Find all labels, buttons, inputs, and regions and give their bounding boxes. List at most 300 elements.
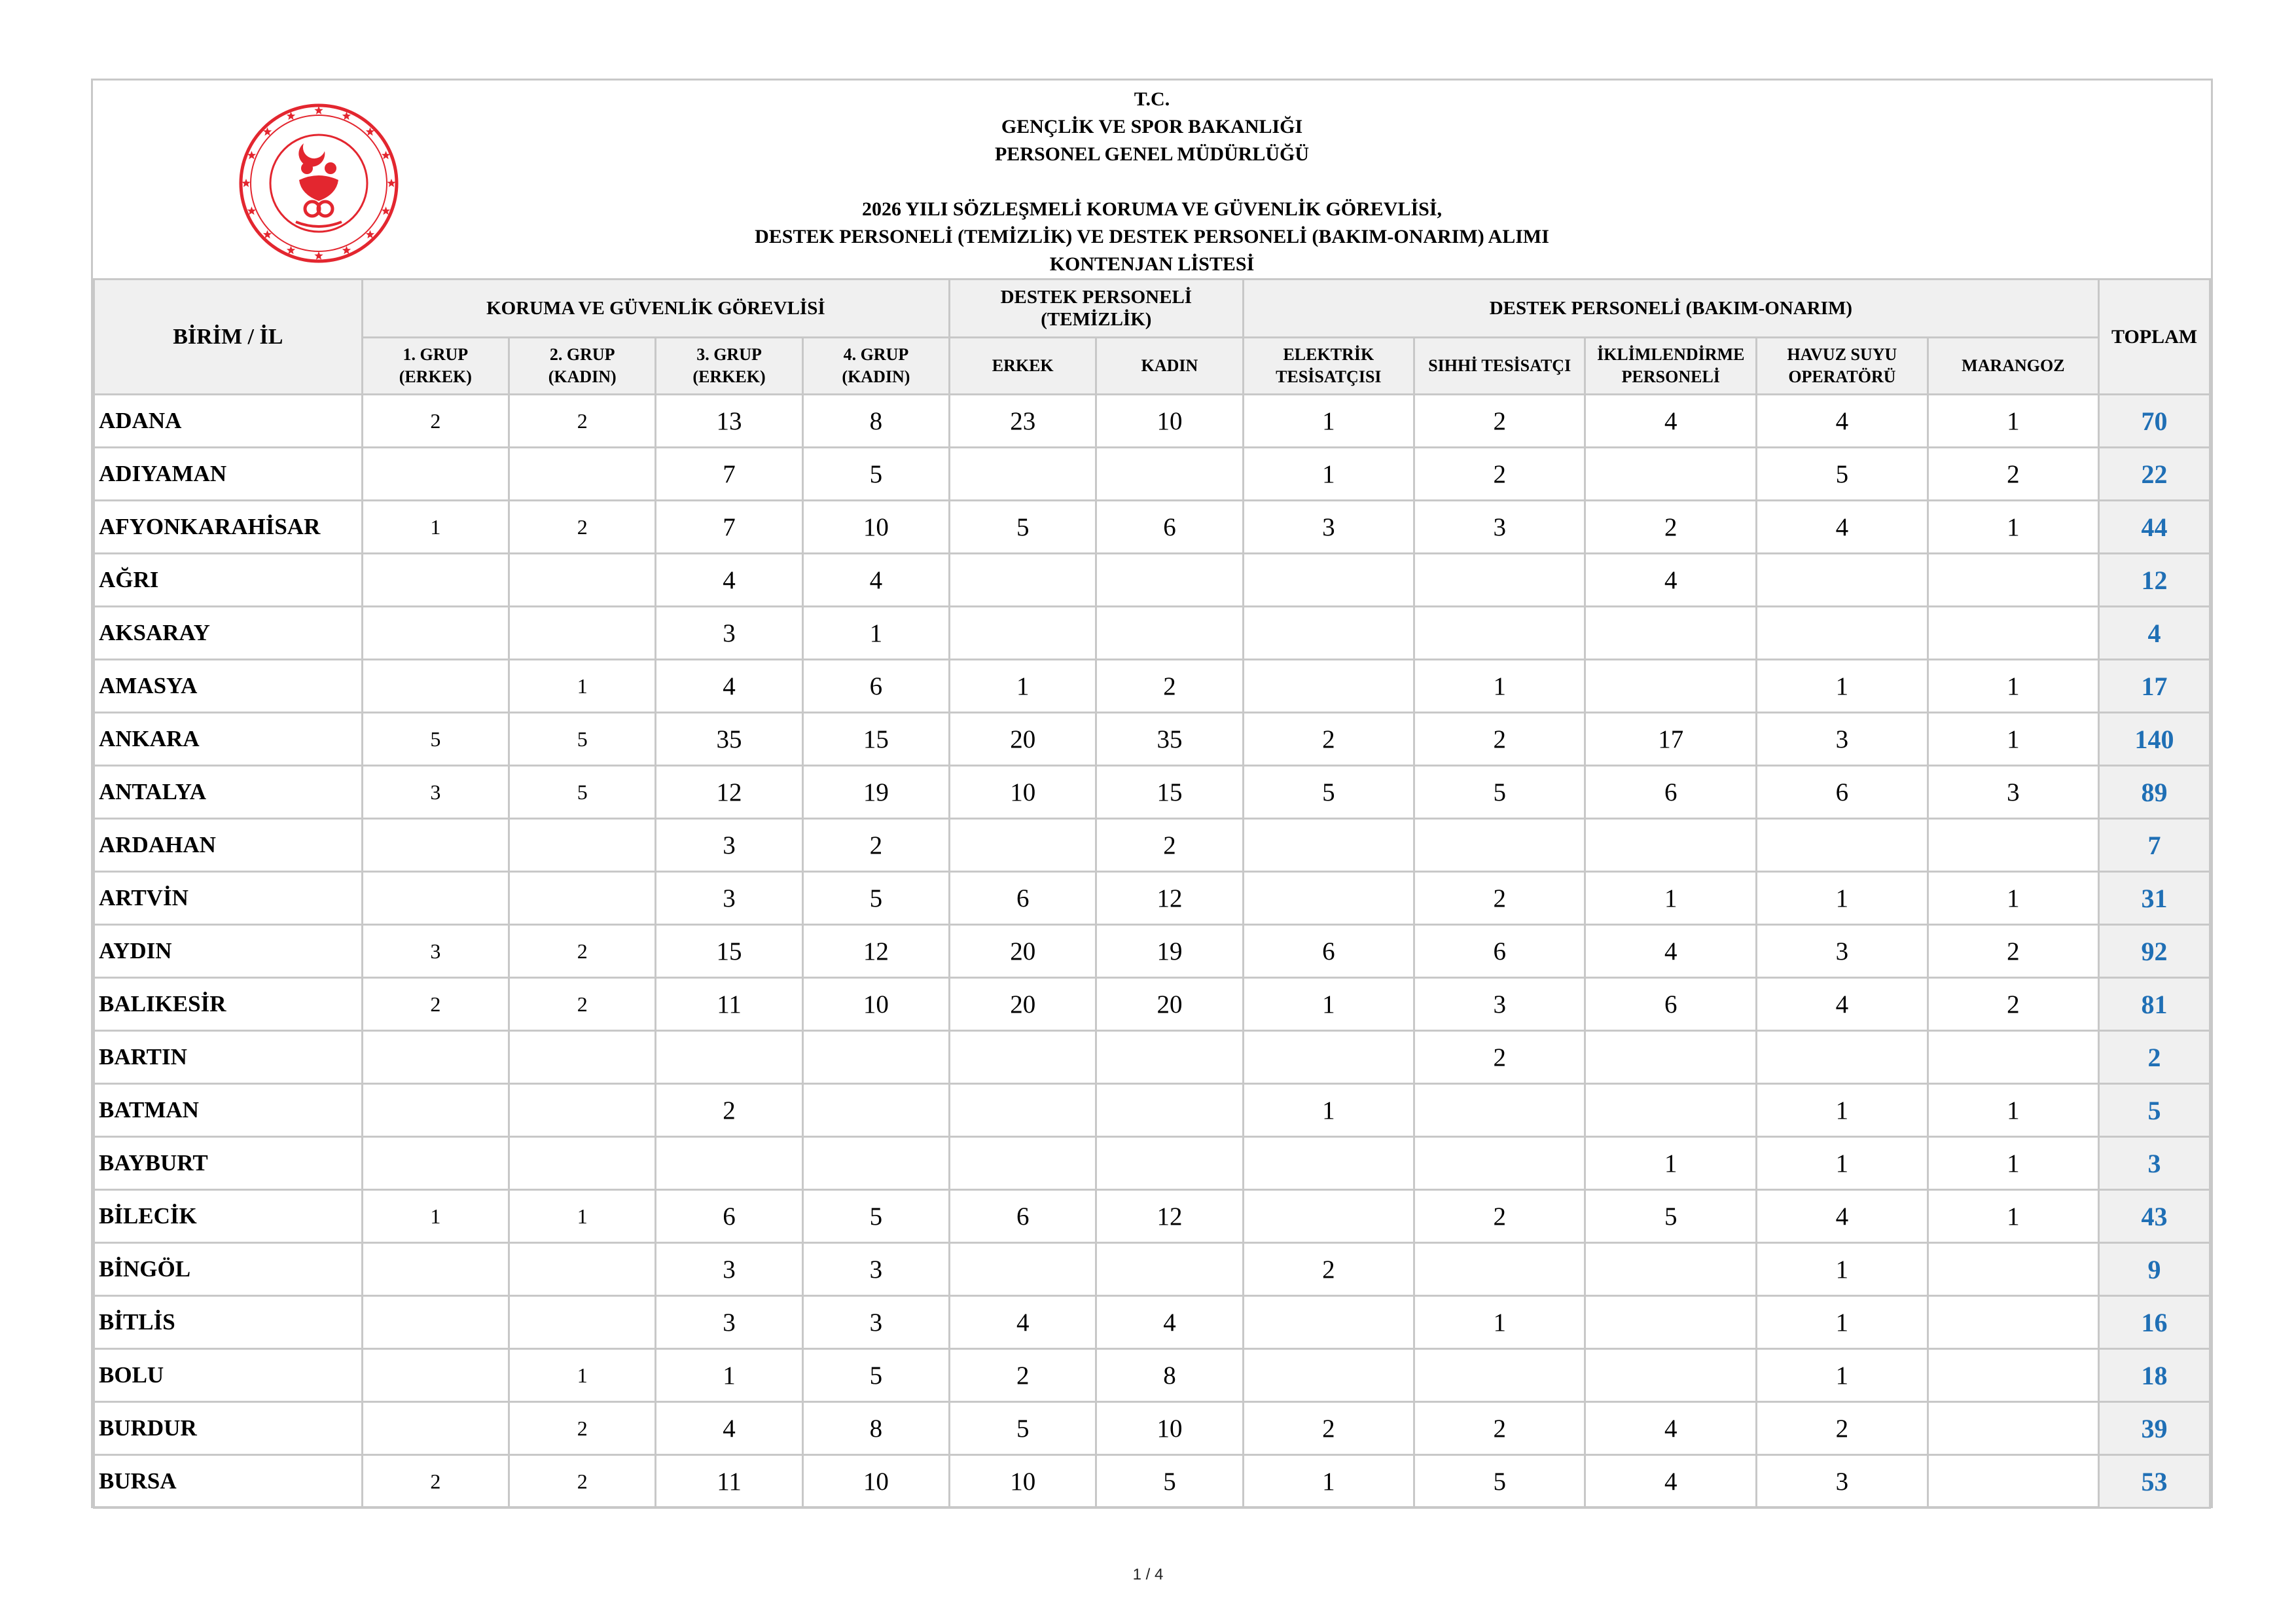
quota-cell: 2 [1928,448,2098,501]
province-name: AKSARAY [94,607,363,660]
column-header-sub-line: 4. GRUP [843,345,909,364]
quota-cell: 5 [950,501,1096,554]
quota-cell [802,1084,949,1137]
quota-cell: 5 [1243,766,1414,819]
total-cell: 4 [2099,607,2210,660]
quota-cell: 5 [1414,766,1585,819]
column-header-sub-line: (KADIN) [842,367,910,386]
quota-cell [950,1243,1096,1296]
column-header-sub-line: İKLİMLENDİRME [1597,345,1745,364]
quota-cell: 4 [1757,978,1928,1031]
quota-cell: 5 [362,713,509,766]
column-header-sub-line: (ERKEK) [399,367,472,386]
quota-cell [1585,1296,1757,1349]
table-row [94,1190,2210,1243]
quota-cell: 1 [656,1349,802,1402]
quota-cell: 2 [1414,395,1585,448]
quota-cell [1928,554,2098,607]
quota-table [93,278,2211,1509]
quota-cell [362,1243,509,1296]
quota-cell [1928,1243,2098,1296]
quota-cell: 1 [802,607,949,660]
quota-cell: 2 [362,1455,509,1508]
quota-cell [656,1031,802,1084]
quota-cell: 4 [1585,1455,1757,1508]
group-header-temizlik [950,280,1244,338]
sub-header-row [94,338,2210,395]
total-cell: 3 [2099,1137,2210,1190]
province-name: BATMAN [94,1084,363,1137]
table-row [94,1031,2210,1084]
quota-cell: 2 [1243,713,1414,766]
quota-cell: 1 [1757,1243,1928,1296]
quota-cell: 1 [1928,395,2098,448]
quota-cell: 1 [1585,872,1757,925]
header-line-title-1: 2026 YILI SÖZLEŞMELİ KORUMA VE GÜVENLİK GÖREVLİSİ, [861,198,1443,220]
quota-cell [362,1349,509,1402]
total-cell: 18 [2099,1349,2210,1402]
total-cell: 140 [2099,713,2210,766]
quota-cell [950,448,1096,501]
total-cell: 2 [2099,1031,2210,1084]
group-header-temizlik-line1: DESTEK PERSONELİ [1000,287,1193,308]
quota-cell: 7 [656,501,802,554]
quota-cell: 3 [656,607,802,660]
quota-cell: 2 [362,978,509,1031]
quota-cell [1928,1349,2098,1402]
quota-cell: 19 [802,766,949,819]
quota-cell: 2 [1243,1402,1414,1455]
quota-cell: 1 [1757,1137,1928,1190]
quota-cell: 1 [1243,1455,1414,1508]
quota-cell: 4 [950,1296,1096,1349]
total-cell: 31 [2099,872,2210,925]
quota-cell [362,1031,509,1084]
quota-cell: 13 [656,395,802,448]
column-header-sub-line: 1. GRUP [403,345,469,364]
quota-cell [1585,819,1757,872]
quota-cell [1096,1137,1243,1190]
quota-cell: 11 [656,978,802,1031]
quota-cell [1243,1296,1414,1349]
total-cell: 22 [2099,448,2210,501]
quota-cell: 2 [509,1455,656,1508]
quota-cell: 8 [802,395,949,448]
quota-cell: 2 [1096,819,1243,872]
quota-cell: 1 [362,501,509,554]
quota-cell: 3 [802,1296,949,1349]
quota-cell: 6 [1757,766,1928,819]
quota-cell: 5 [1757,448,1928,501]
quota-cell [656,1137,802,1190]
quota-cell: 2 [1414,872,1585,925]
quota-cell [362,660,509,713]
total-cell: 16 [2099,1296,2210,1349]
province-name: AMASYA [94,660,363,713]
quota-cell: 20 [1096,978,1243,1031]
column-header-sub-line: KADIN [1141,356,1198,375]
quota-cell: 6 [1585,766,1757,819]
quota-cell: 2 [1414,448,1585,501]
quota-cell: 1 [1243,448,1414,501]
quota-cell: 1 [1757,1349,1928,1402]
quota-cell: 1 [1928,872,2098,925]
table-row [94,978,2210,1031]
quota-cell: 15 [656,925,802,978]
quota-cell [509,1137,656,1190]
quota-cell: 3 [1414,978,1585,1031]
quota-cell: 3 [1928,766,2098,819]
quota-cell: 5 [950,1402,1096,1455]
quota-cell: 10 [802,978,949,1031]
province-name: AYDIN [94,925,363,978]
quota-cell: 5 [1585,1190,1757,1243]
total-cell: 43 [2099,1190,2210,1243]
quota-cell: 4 [1096,1296,1243,1349]
province-name: BALIKESİR [94,978,363,1031]
column-header-sub-line: HAVUZ SUYU [1787,345,1897,364]
table-row [94,819,2210,872]
quota-cell: 2 [950,1349,1096,1402]
table-row [94,554,2210,607]
document-header [93,81,2211,278]
province-name: ARTVİN [94,872,363,925]
total-cell: 17 [2099,660,2210,713]
quota-cell [1928,1031,2098,1084]
quota-cell: 3 [1414,501,1585,554]
province-name: BİLECİK [94,1190,363,1243]
quota-cell: 3 [1243,501,1414,554]
header-line-tc: T.C. [1134,88,1170,110]
quota-cell: 20 [950,925,1096,978]
quota-cell: 12 [802,925,949,978]
quota-cell: 5 [802,1349,949,1402]
quota-cell: 2 [1414,1190,1585,1243]
quota-cell: 2 [1928,978,2098,1031]
quota-cell [802,1031,949,1084]
quota-cell [1585,1349,1757,1402]
quota-cell: 6 [1585,978,1757,1031]
province-name: BURSA [94,1455,363,1508]
quota-cell [1414,819,1585,872]
column-header-sub-line: PERSONELİ [1621,367,1720,386]
quota-cell: 6 [950,1190,1096,1243]
quota-cell: 2 [509,978,656,1031]
quota-cell: 1 [509,1190,656,1243]
column-header-sub [656,338,802,395]
total-cell: 70 [2099,395,2210,448]
quota-cell [509,607,656,660]
quota-cell: 4 [802,554,949,607]
quota-cell [950,1031,1096,1084]
quota-cell [950,607,1096,660]
quota-cell: 23 [950,395,1096,448]
total-cell: 81 [2099,978,2210,1031]
quota-cell [509,1243,656,1296]
quota-cell [362,1137,509,1190]
province-name: BURDUR [94,1402,363,1455]
quota-cell [509,1084,656,1137]
quota-cell: 10 [950,1455,1096,1508]
quota-cell: 1 [950,660,1096,713]
group-header-koruma: KORUMA VE GÜVENLİK GÖREVLİSİ [362,280,949,338]
quota-cell [1243,872,1414,925]
column-header-sub [802,338,949,395]
quota-cell [509,1031,656,1084]
quota-cell: 12 [1096,872,1243,925]
quota-cell: 4 [656,660,802,713]
quota-cell: 15 [802,713,949,766]
quota-cell [1585,1084,1757,1137]
table-row [94,713,2210,766]
quota-cell: 4 [1757,501,1928,554]
province-name: BARTIN [94,1031,363,1084]
province-name: BAYBURT [94,1137,363,1190]
quota-cell: 6 [1414,925,1585,978]
quota-cell [1243,607,1414,660]
province-name: BİNGÖL [94,1243,363,1296]
quota-cell: 4 [1585,925,1757,978]
quota-cell [362,607,509,660]
quota-cell [362,1084,509,1137]
quota-cell: 6 [656,1190,802,1243]
quota-cell [1243,660,1414,713]
quota-cell: 12 [656,766,802,819]
quota-cell [509,872,656,925]
table-row [94,766,2210,819]
quota-cell: 2 [509,501,656,554]
column-header-sub-line: OPERATÖRÜ [1788,367,1896,386]
table-row [94,1455,2210,1508]
column-header-sub [1757,338,1928,395]
quota-cell: 11 [656,1455,802,1508]
quota-cell [1757,607,1928,660]
quota-cell: 1 [1757,1084,1928,1137]
quota-cell: 4 [1585,1402,1757,1455]
quota-cell: 5 [509,766,656,819]
quota-cell [1928,1455,2098,1508]
quota-cell: 2 [509,1402,656,1455]
column-header-birim: BİRİM / İL [94,280,363,395]
quota-cell [1096,448,1243,501]
column-header-sub [950,338,1096,395]
table-row [94,448,2210,501]
quota-cell [1757,819,1928,872]
quota-cell: 5 [802,448,949,501]
quota-cell [1243,1031,1414,1084]
quota-cell: 12 [1096,1190,1243,1243]
province-name: BİTLİS [94,1296,363,1349]
document-sheet [91,79,2213,1508]
quota-cell: 20 [950,713,1096,766]
quota-cell: 1 [1243,1084,1414,1137]
quota-cell: 1 [1414,660,1585,713]
quota-cell [1585,1243,1757,1296]
quota-cell [802,1137,949,1190]
quota-cell [1096,1243,1243,1296]
header-line-title-3: KONTENJAN LİSTESİ [1049,253,1255,275]
column-header-sub [362,338,509,395]
quota-cell: 1 [1757,872,1928,925]
quota-cell [509,448,656,501]
table-row [94,1084,2210,1137]
column-header-sub-line: 2. GRUP [549,345,615,364]
quota-cell [1585,660,1757,713]
quota-cell: 5 [1414,1455,1585,1508]
quota-cell [1243,819,1414,872]
total-cell: 53 [2099,1455,2210,1508]
column-header-sub-line: ELEKTRİK [1283,345,1374,364]
quota-cell: 2 [1757,1402,1928,1455]
quota-cell [1243,1349,1414,1402]
quota-cell: 3 [656,872,802,925]
quota-cell [362,1402,509,1455]
quota-cell [1243,1137,1414,1190]
column-header-sub-line: 3. GRUP [696,345,762,364]
header-line-title-2: DESTEK PERSONELİ (TEMİZLİK) VE DESTEK PERSONELİ (BAKIM-ONARIM) ALIMI [755,226,1549,247]
quota-cell: 5 [1096,1455,1243,1508]
total-cell: 5 [2099,1084,2210,1137]
column-header-sub-line: MARANGOZ [1962,356,2065,375]
column-header-sub-line: TESİSATÇISI [1276,367,1382,386]
total-cell: 12 [2099,554,2210,607]
province-name: ANTALYA [94,766,363,819]
quota-cell: 4 [1585,554,1757,607]
quota-cell: 2 [1414,713,1585,766]
table-row [94,1349,2210,1402]
quota-cell [1096,607,1243,660]
column-header-sub [1414,338,1585,395]
quota-cell: 3 [1757,1455,1928,1508]
quota-cell: 4 [1757,395,1928,448]
quota-cell: 1 [1757,660,1928,713]
column-header-sub [1928,338,2098,395]
quota-cell [1414,1349,1585,1402]
quota-cell: 7 [656,448,802,501]
quota-cell: 1 [1928,660,2098,713]
quota-cell: 1 [1928,1084,2098,1137]
table-row [94,607,2210,660]
province-name: ARDAHAN [94,819,363,872]
column-header-sub-line: (KADIN) [548,367,617,386]
table-row [94,1243,2210,1296]
quota-cell: 10 [802,1455,949,1508]
quota-cell [950,1137,1096,1190]
quota-cell: 1 [1928,1137,2098,1190]
quota-cell: 1 [1585,1137,1757,1190]
province-name: ADANA [94,395,363,448]
quota-cell: 5 [802,1190,949,1243]
quota-cell [509,554,656,607]
quota-cell: 17 [1585,713,1757,766]
province-name: AĞRI [94,554,363,607]
quota-cell: 19 [1096,925,1243,978]
quota-cell [1414,554,1585,607]
table-row [94,660,2210,713]
total-cell: 89 [2099,766,2210,819]
quota-cell: 10 [802,501,949,554]
header-line-ministry: GENÇLİK VE SPOR BAKANLIĞI [1001,116,1303,137]
table-row [94,1137,2210,1190]
quota-cell [1096,1031,1243,1084]
table-row [94,501,2210,554]
quota-cell: 2 [1585,501,1757,554]
quota-cell: 35 [656,713,802,766]
quota-cell: 2 [1096,660,1243,713]
quota-cell: 2 [362,395,509,448]
total-cell: 9 [2099,1243,2210,1296]
quota-cell [509,1296,656,1349]
quota-cell [1243,554,1414,607]
column-header-sub [1585,338,1757,395]
quota-cell: 2 [656,1084,802,1137]
table-row [94,872,2210,925]
province-name: BOLU [94,1349,363,1402]
quota-cell: 4 [656,554,802,607]
quota-cell: 1 [509,660,656,713]
quota-cell: 5 [509,713,656,766]
table-row [94,925,2210,978]
quota-cell: 20 [950,978,1096,1031]
group-header-temizlik-line2: (TEMİZLİK) [1041,309,1152,330]
quota-cell: 3 [1757,713,1928,766]
quota-cell: 5 [802,872,949,925]
quota-cell: 1 [1243,395,1414,448]
total-cell: 39 [2099,1402,2210,1455]
province-name: ANKARA [94,713,363,766]
quota-cell: 6 [950,872,1096,925]
quota-cell: 35 [1096,713,1243,766]
quota-cell: 3 [362,925,509,978]
quota-cell: 4 [1757,1190,1928,1243]
column-header-sub-line: (ERKEK) [692,367,766,386]
quota-cell [362,448,509,501]
quota-cell [362,554,509,607]
quota-cell [1928,1296,2098,1349]
quota-cell: 15 [1096,766,1243,819]
quota-cell [1414,1243,1585,1296]
column-header-sub-line: ERKEK [992,356,1054,375]
quota-cell: 6 [1243,925,1414,978]
quota-cell [362,819,509,872]
quota-cell [1414,1084,1585,1137]
quota-cell: 1 [1414,1296,1585,1349]
quota-cell [1757,1031,1928,1084]
column-header-sub-line: SIHHİ TESİSATÇI [1428,356,1571,375]
quota-cell: 1 [1928,501,2098,554]
quota-cell: 3 [1757,925,1928,978]
quota-cell [1243,1190,1414,1243]
quota-cell [1928,1402,2098,1455]
quota-cell: 1 [509,1349,656,1402]
quota-cell: 2 [802,819,949,872]
quota-cell [1585,607,1757,660]
quota-cell [1585,448,1757,501]
quota-cell [509,819,656,872]
province-name: AFYONKARAHİSAR [94,501,363,554]
table-row [94,395,2210,448]
quota-cell: 3 [802,1243,949,1296]
quota-cell: 10 [1096,395,1243,448]
quota-cell [1757,554,1928,607]
quota-cell: 2 [509,925,656,978]
quota-cell: 6 [1096,501,1243,554]
page-number: 1 / 4 [1132,1566,1164,1583]
quota-cell [1414,1137,1585,1190]
total-cell: 44 [2099,501,2210,554]
quota-cell: 4 [656,1402,802,1455]
header-line-directorate: PERSONEL GENEL MÜDÜRLÜĞÜ [994,143,1310,165]
